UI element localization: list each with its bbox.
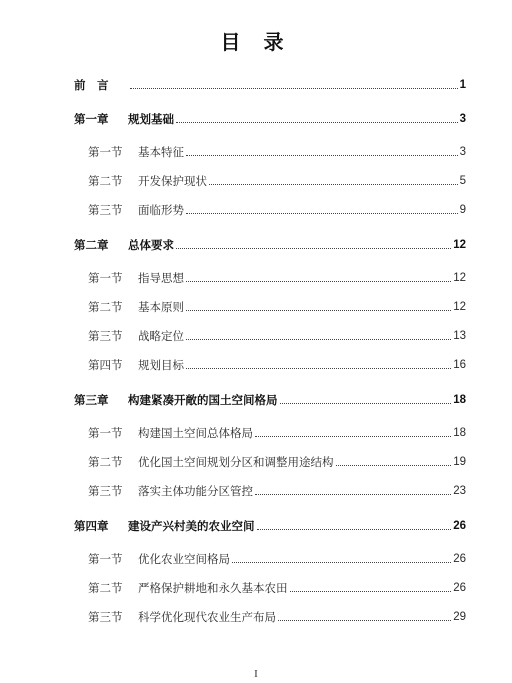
entry-title: 优化农业空间格局 bbox=[138, 552, 230, 566]
entry-title: 总体要求 bbox=[128, 238, 174, 252]
dot-leader bbox=[255, 494, 451, 495]
toc-entry-chapter-4[interactable] bbox=[74, 511, 466, 533]
entry-page-number: 26 bbox=[453, 553, 466, 565]
entry-number: 第三节 bbox=[88, 610, 123, 624]
dot-leader bbox=[290, 591, 452, 592]
toc-entry-preface[interactable] bbox=[74, 70, 466, 92]
entry-page-number: 18 bbox=[453, 394, 466, 406]
entry-number: 第四节 bbox=[88, 358, 123, 372]
entry-number: 第三节 bbox=[88, 203, 123, 217]
entry-page-number: 3 bbox=[459, 113, 466, 125]
entry-title: 构建国土空间总体格局 bbox=[138, 426, 253, 440]
toc-entry-section[interactable] bbox=[88, 476, 466, 498]
toc-entry-section[interactable] bbox=[88, 350, 466, 372]
dot-leader bbox=[336, 465, 452, 466]
entry-title: 科学优化现代农业生产布局 bbox=[138, 610, 276, 624]
entry-number: 第一章 bbox=[74, 112, 109, 126]
toc-entry-section[interactable] bbox=[88, 321, 466, 343]
dot-leader bbox=[176, 248, 451, 249]
entry-page-number: 12 bbox=[453, 239, 466, 251]
entry-page-number: 26 bbox=[453, 582, 466, 594]
entry-number: 第一节 bbox=[88, 552, 123, 566]
dot-leader bbox=[186, 281, 451, 282]
entry-title: 面临形势 bbox=[138, 203, 184, 217]
entry-number: 第一节 bbox=[88, 426, 123, 440]
entry-number: 第三节 bbox=[88, 484, 123, 498]
dot-leader bbox=[278, 620, 451, 621]
entry-title: 指导思想 bbox=[138, 271, 184, 285]
entry-number: 前 言 bbox=[74, 78, 109, 92]
entry-page-number: 18 bbox=[453, 427, 466, 439]
entry-page-number: 9 bbox=[459, 204, 466, 216]
entry-number: 第二节 bbox=[88, 300, 123, 314]
dot-leader bbox=[186, 339, 451, 340]
dot-leader bbox=[186, 368, 451, 369]
dot-leader bbox=[209, 184, 458, 185]
entry-number: 第三章 bbox=[74, 393, 109, 407]
toc-title: 目 录 bbox=[220, 30, 292, 54]
dot-leader bbox=[130, 88, 458, 89]
toc-entry-section[interactable] bbox=[88, 137, 466, 159]
entry-title: 建设产兴村美的农业空间 bbox=[128, 519, 255, 533]
toc-entry-section[interactable] bbox=[88, 544, 466, 566]
entry-number: 第四章 bbox=[74, 519, 109, 533]
entry-title: 严格保护耕地和永久基本农田 bbox=[138, 581, 288, 595]
entry-page-number: 16 bbox=[453, 359, 466, 371]
toc-entry-section[interactable] bbox=[88, 263, 466, 285]
entry-page-number: 19 bbox=[453, 456, 466, 468]
dot-leader bbox=[257, 529, 452, 530]
entry-title: 优化国土空间规划分区和调整用途结构 bbox=[138, 455, 334, 469]
entry-page-number: 12 bbox=[453, 301, 466, 313]
entry-page-number: 12 bbox=[453, 272, 466, 284]
entry-title: 基本原则 bbox=[138, 300, 184, 314]
entry-title: 基本特征 bbox=[138, 145, 184, 159]
toc-entry-chapter-1[interactable] bbox=[74, 104, 466, 126]
toc-entry-section[interactable] bbox=[88, 292, 466, 314]
dot-leader bbox=[255, 436, 451, 437]
toc-entry-section[interactable] bbox=[88, 602, 466, 624]
entry-title: 开发保护现状 bbox=[138, 174, 207, 188]
toc-entry-section[interactable] bbox=[88, 447, 466, 469]
entry-number: 第二章 bbox=[74, 238, 109, 252]
entry-page-number: 3 bbox=[459, 146, 466, 158]
toc-entry-chapter-2[interactable] bbox=[74, 230, 466, 252]
dot-leader bbox=[176, 122, 458, 123]
toc-entry-section[interactable] bbox=[88, 573, 466, 595]
entry-number: 第二节 bbox=[88, 455, 123, 469]
entry-title: 落实主体功能分区管控 bbox=[138, 484, 253, 498]
toc-entry-section[interactable] bbox=[88, 418, 466, 440]
entry-number: 第三节 bbox=[88, 329, 123, 343]
toc-entry-section[interactable] bbox=[88, 166, 466, 188]
entry-page-number: 5 bbox=[459, 175, 466, 187]
entry-page-number: 23 bbox=[453, 485, 466, 497]
entry-title: 构建紧凑开敞的国土空间格局 bbox=[128, 393, 278, 407]
entry-number: 第一节 bbox=[88, 271, 123, 285]
entry-title: 规划基础 bbox=[128, 112, 174, 126]
dot-leader bbox=[186, 155, 458, 156]
dot-leader bbox=[232, 562, 451, 563]
entry-number: 第一节 bbox=[88, 145, 123, 159]
entry-title: 规划目标 bbox=[138, 358, 184, 372]
entry-page-number: 26 bbox=[453, 520, 466, 532]
toc-entry-chapter-3[interactable] bbox=[74, 385, 466, 407]
entry-page-number: 13 bbox=[453, 330, 466, 342]
dot-leader bbox=[186, 213, 458, 214]
entry-number: 第二节 bbox=[88, 174, 123, 188]
entry-title: 战略定位 bbox=[138, 329, 184, 343]
entry-page-number: 1 bbox=[459, 79, 466, 91]
entry-page-number: 29 bbox=[453, 611, 466, 623]
entry-number: 第二节 bbox=[88, 581, 123, 595]
page-footer-number: I bbox=[254, 668, 258, 680]
toc-entry-section[interactable] bbox=[88, 195, 466, 217]
dot-leader bbox=[280, 403, 452, 404]
dot-leader bbox=[186, 310, 451, 311]
